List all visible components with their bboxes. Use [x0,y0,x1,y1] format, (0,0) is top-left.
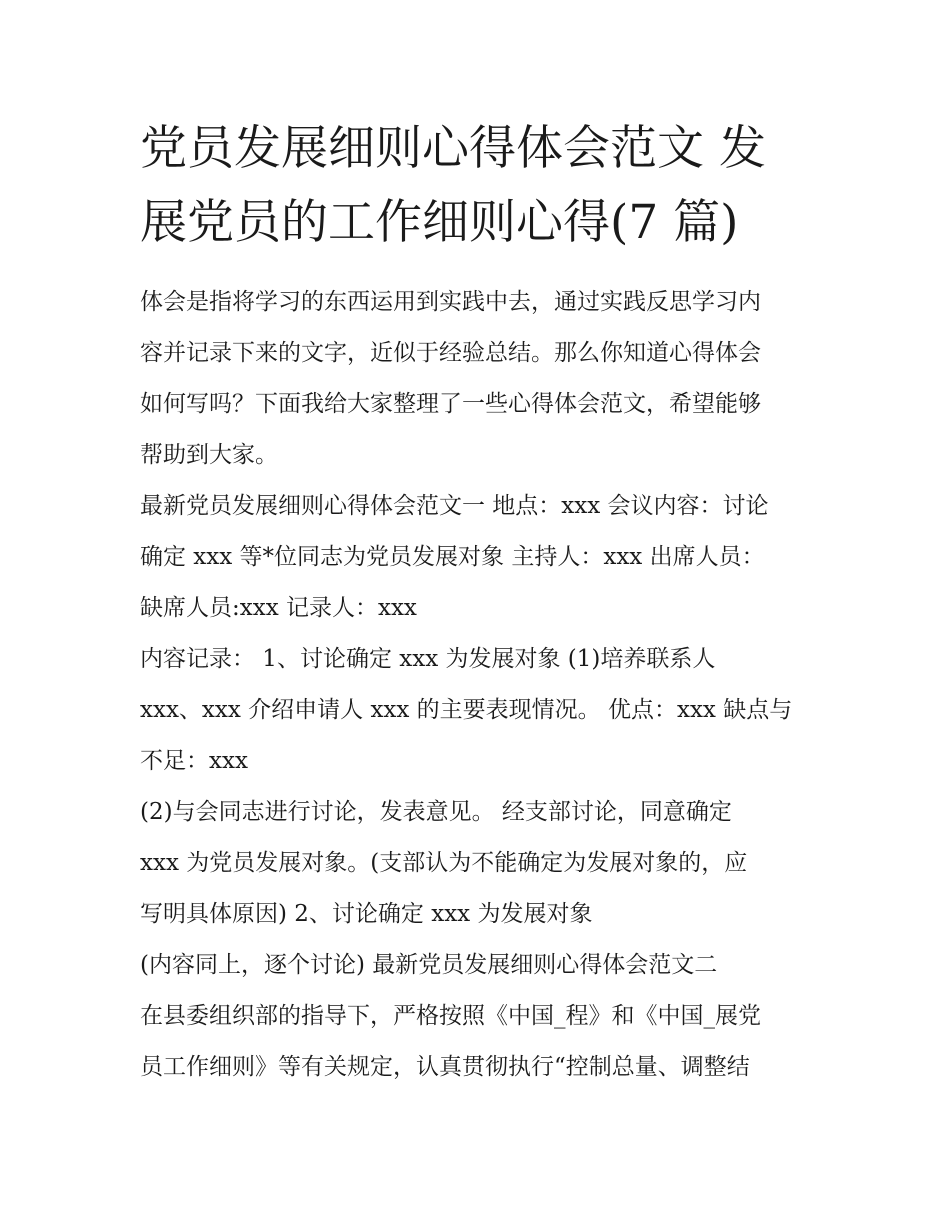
body-line: 内容记录： 1、讨论确定 xxx 为发展对象 (1)培养联系人 [140,646,716,672]
body-line: 容并记录下来的文字，近似于经验总结。那么你知道心得体会 [140,340,761,366]
body-line: 体会是指将学习的东西运用到实践中去，通过实践反思学习内 [140,289,761,315]
title-line: 党员发展细则心得体会范文 发 [140,121,766,176]
document-body [140,283,820,1099]
body-line: 在县委组织部的指导下，严格按照《中国_程》和《中国_展党 [140,1003,761,1029]
body-line: (内容同上，逐个讨论) 最新党员发展细则心得体会范文二 [140,952,718,978]
document-title [140,112,820,260]
body-line: 确定 xxx 等*位同志为党员发展对象 主持人：xxx 出席人员： [140,544,765,570]
body-line: (2)与会同志进行讨论，发表意见。 经支部讨论，同意确定 [140,799,732,825]
body-line: 最新党员发展细则心得体会范文一 地点：xxx 会议内容：讨论 [140,493,769,519]
body-line: 员工作细则》等有关规定，认真贯彻执行“控制总量、调整结 [140,1054,750,1080]
body-line: 缺席人员:xxx 记录人：xxx [140,595,417,621]
body-line: xxx、xxx 介绍申请人 xxx 的主要表现情况。 优点：xxx 缺点与 [140,697,793,723]
body-line: 帮助到大家。 [140,442,278,468]
body-line: 如何写吗？下面我给大家整理了一些心得体会范文，希望能够 [140,391,761,417]
body-line: 写明具体原因) 2、讨论确定 xxx 为发展对象 [140,901,593,927]
title-line: 展党员的工作细则心得(7 篇) [140,195,739,250]
body-line: xxx 为党员发展对象。(支部认为不能确定为发展对象的，应 [140,850,748,876]
body-line: 不足：xxx [140,748,248,774]
